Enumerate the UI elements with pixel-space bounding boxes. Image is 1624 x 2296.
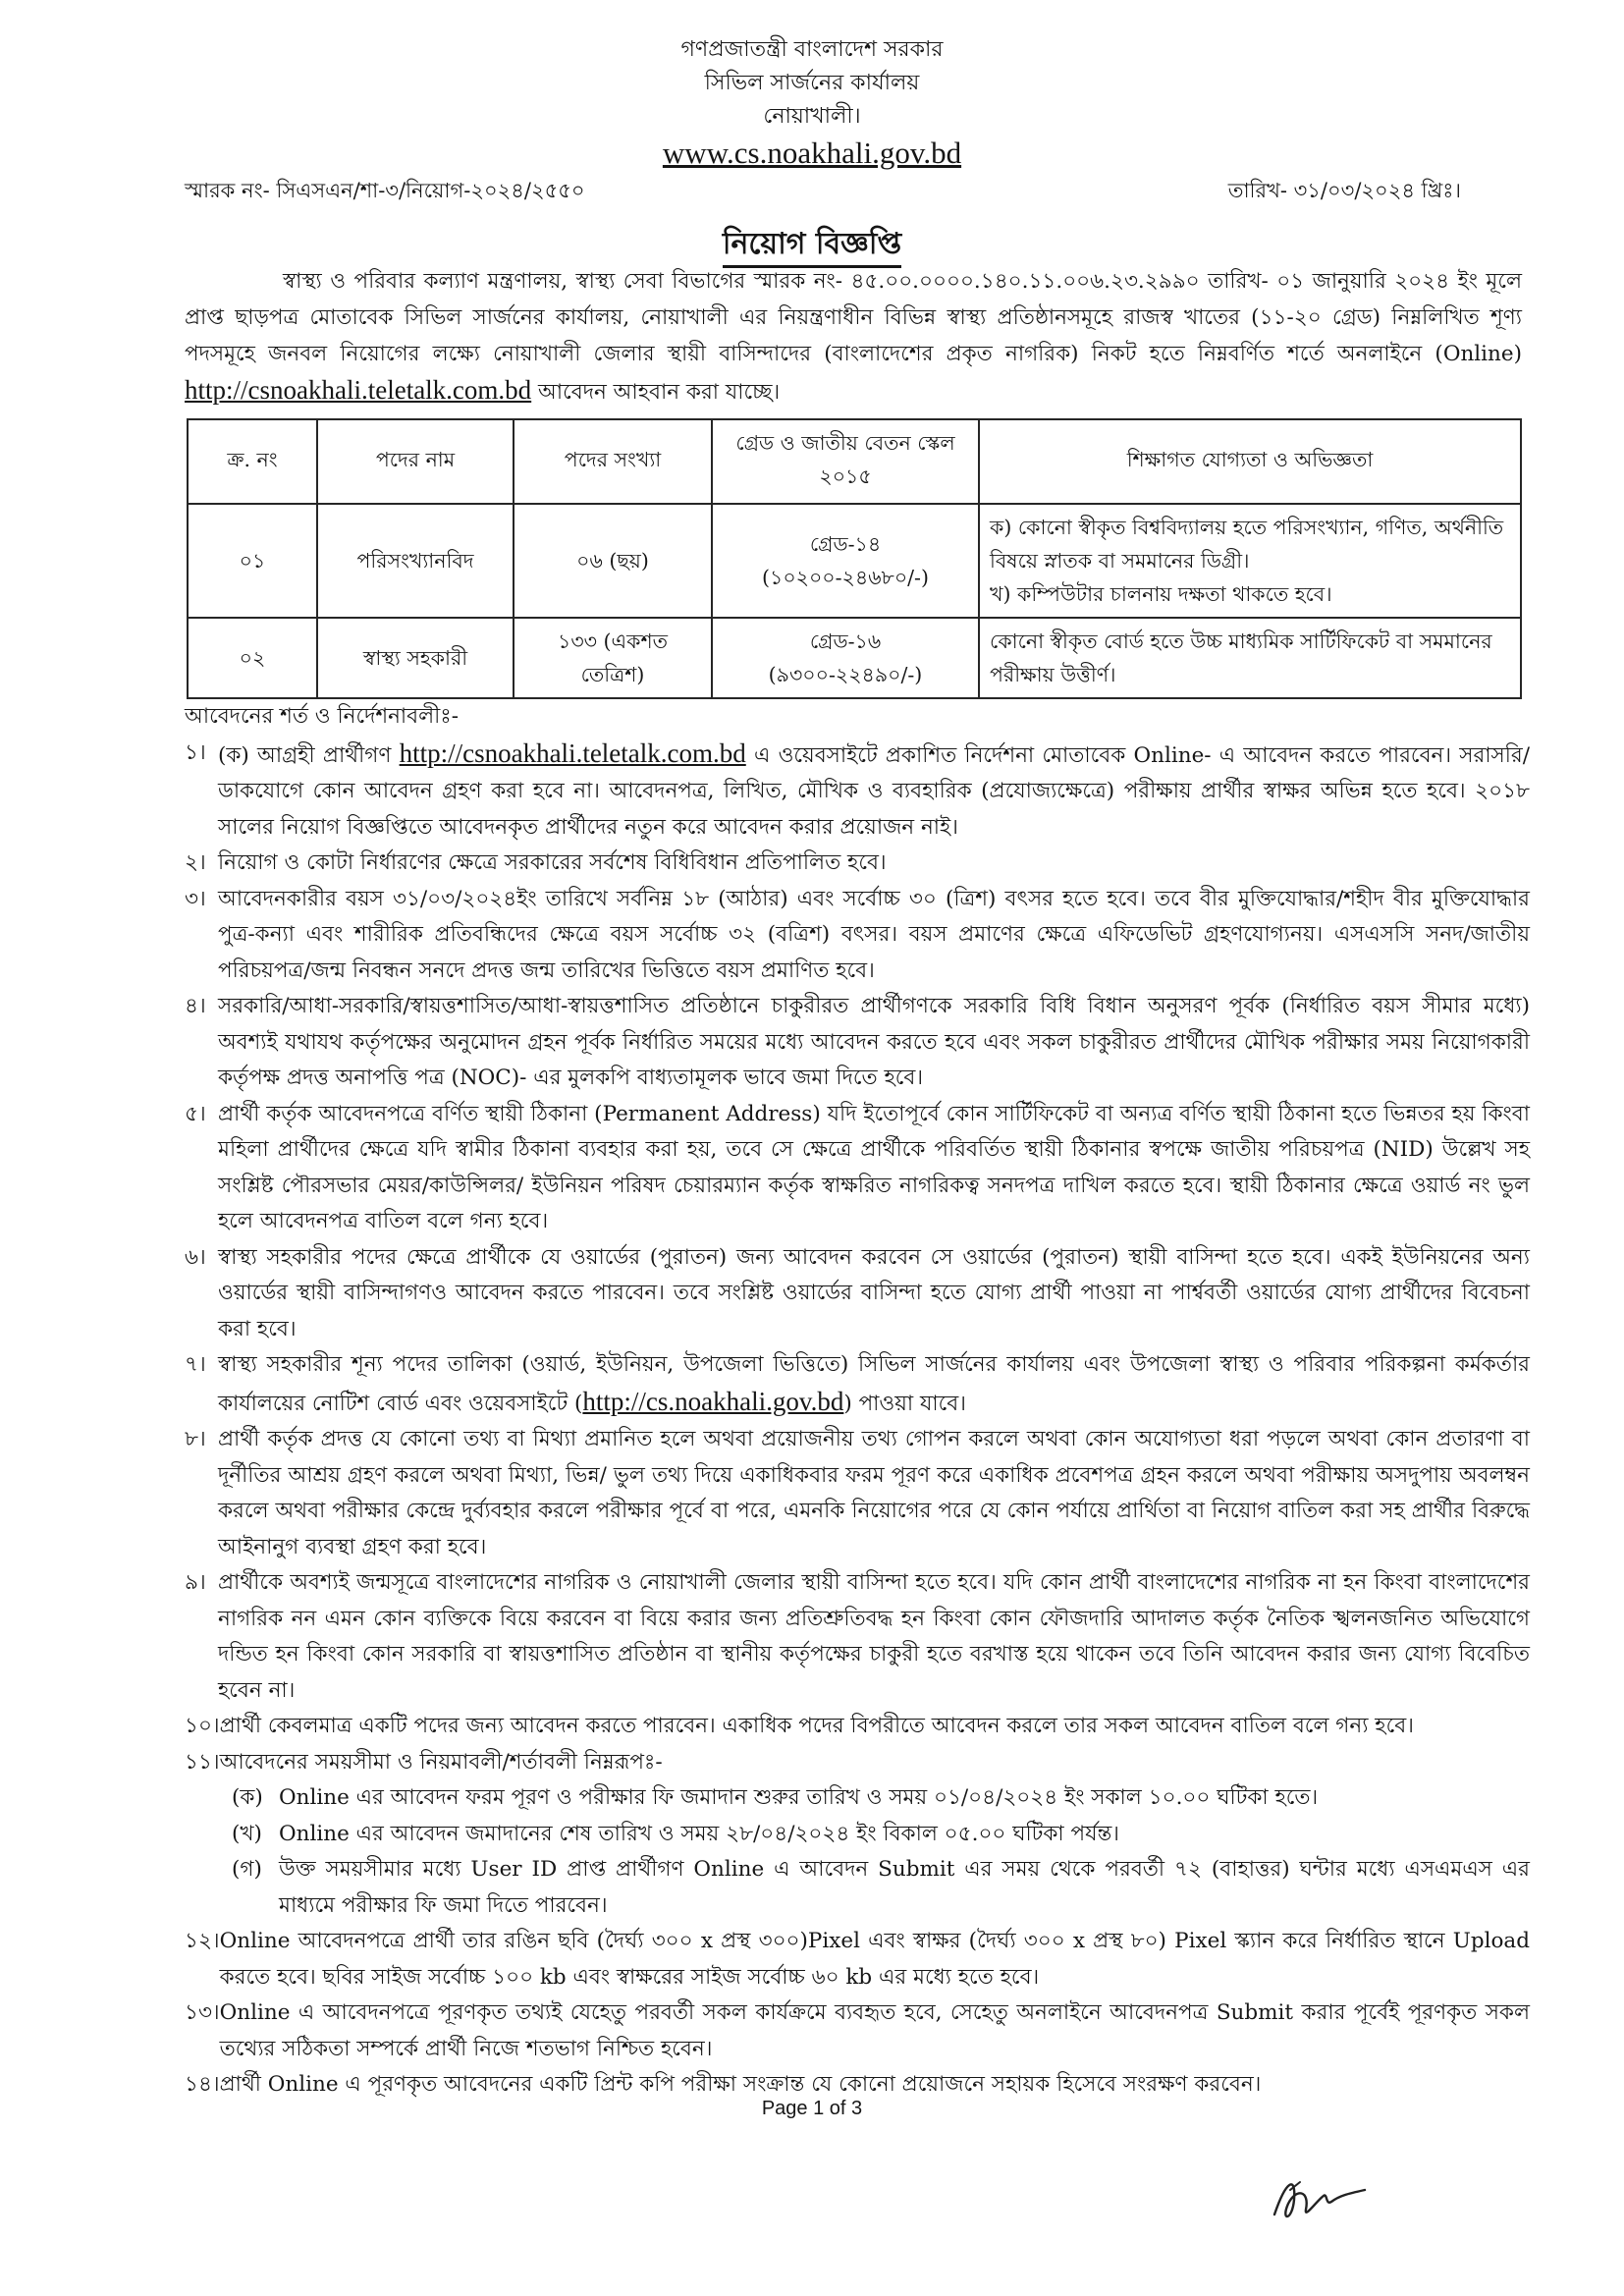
- condition-number: ২।: [185, 850, 206, 875]
- condition-item: [185, 846, 1530, 882]
- condition-number: ১০।: [185, 1714, 220, 1738]
- grade-label: গ্রেড-১৪: [809, 532, 882, 556]
- sub-condition: [185, 1780, 1530, 1817]
- condition-text: [218, 736, 1530, 847]
- condition-text: আবেদনের সময়সীমা ও নিয়মাবলী/শর্তাবলী নিম্নরূপঃ-: [219, 1749, 663, 1775]
- intro-tail: আবেদন আহবান করা যাচ্ছে।: [538, 380, 781, 405]
- memo-date: তারিখ- ৩১/০৩/২০২৪ খ্রিঃ।: [1227, 179, 1461, 202]
- table-row: [188, 504, 1521, 618]
- condition-text: Online আবেদনপত্রে প্রার্থী তার রঙিন ছবি (দৈর্ঘ্য ৩০০ x প্রস্থ ৩০০)Pixel এবং স্বাক্ষর (দৈর্ঘ্য ৩০০ x প্রস্থ ৮০) Pixel স্ক্যান করে নির্ধারিত স্থানে Upload করতে হবে। ছবির সাইজ সর্বোচ্চ ১০০ kb এবং স্বাক্ষরের সাইজ সর্বোচ্চ ৬০ kb এর মধ্যে হতে হবে।: [219, 1929, 1530, 1990]
- condition-text-post: ) পাওয়া যাবে।: [843, 1391, 966, 1416]
- col-header-post: পদের নাম: [317, 419, 514, 504]
- qualification-b: খ) কম্পিউটার চালনায় দক্ষতা থাকতে হবে।: [990, 582, 1332, 606]
- col-header-sl: ক্র. নং: [188, 419, 317, 504]
- cell-count: ০৬ (ছয়): [514, 504, 712, 618]
- qualification-a: ক) কোনো স্বীকৃত বিশ্ববিদ্যালয় হতে পরিসংখ্যান, গণিত, অর্থনীতি বিষয়ে স্নাতক বা সমমানের ডিগ্রী।: [990, 516, 1504, 573]
- condition-number: ১৩।: [185, 2000, 220, 2025]
- condition-number: ১৪।: [185, 2072, 220, 2097]
- conditions-section: [185, 699, 1530, 2104]
- district-name: নোয়াখালী।: [763, 104, 861, 129]
- intro-paragraph: [185, 263, 1522, 410]
- col-header-qualification: শিক্ষাগত যোগ্যতা ও অভিজ্ঞতা: [979, 419, 1521, 504]
- condition-number: ৭।: [185, 1352, 206, 1377]
- posts-table: [187, 418, 1522, 699]
- grade-label: গ্রেড-১৬: [809, 629, 882, 653]
- cell-qualification: [979, 618, 1521, 698]
- website-link[interactable]: www.cs.noakhali.gov.bd: [662, 136, 962, 170]
- pay-scale: (১০২০০-২৪৬৮০/-): [762, 566, 929, 589]
- condition-number: ১।: [185, 739, 206, 765]
- condition-item: [185, 1745, 1530, 1781]
- condition-number: ৩।: [185, 886, 206, 911]
- col-header-grade: গ্রেড ও জাতীয় বেতন স্কেল ২০১৫: [712, 419, 979, 504]
- cell-sl: ০২: [188, 618, 317, 698]
- govt-name: গণপ্রজাতন্ত্রী বাংলাদেশ সরকার: [680, 37, 944, 62]
- memo-number: স্মারক নং- সিএসএন/শা-৩/নিয়োগ-২০২৪/২৫৫০: [185, 179, 585, 202]
- sub-condition-text: উক্ত সময়সীমার মধ্যে User ID প্রাপ্ত প্রার্থীগণ Online এ আবেদন Submit এর সময় থেকে পরবর্তী ৭২ (বাহাত্তর) ঘন্টার মধ্যে এসএমএস এর মাধ্যমে পরীক্ষার ফি জমা দিতে পারবেন।: [279, 1857, 1530, 1918]
- signature-icon: [1267, 2160, 1375, 2229]
- condition-item: [185, 1097, 1530, 1240]
- condition-text-pre: (ক) আগ্রহী প্রার্থীগণ: [218, 742, 392, 768]
- condition-text-post: এ ওয়েবসাইটে প্রকাশিত নির্দেশনা মোতাবেক Online- এ আবেদন করতে পারবেন। সরাসরি/ডাকযোগে কোন আবেদন গ্রহণ করা হবে না। আবেদনপত্র, লিখিত, মৌখিক ও ব্যবহারিক (প্রযোজ্যক্ষেত্রে) পরীক্ষায় প্রার্থীর স্বাক্ষর অভিন্ন হতে হবে। ২০১৮ সালের নিয়োগ বিজ্ঞপ্তিতে আবেদনকৃত প্রার্থীদের নতুন করে আবেদন করার প্রয়োজন নাই।: [218, 742, 1530, 840]
- sub-condition-number: (ক): [232, 1785, 263, 1810]
- condition-item: [185, 882, 1530, 990]
- condition-text: Online এ আবেদনপত্রে পূরণকৃত তথ্যই যেহেতু পরবর্তী সকল কার্যক্রমে ব্যবহৃত হবে, সেহেতু অনলাইনে আবেদনপত্র Submit করার পূর্বেই পূরণকৃত সকল তথ্যের সঠিকতা সম্পর্কে প্রার্থী নিজে শতভাগ নিশ্চিত হবেন।: [219, 2000, 1530, 2061]
- condition-item: [185, 1995, 1530, 2067]
- sub-condition-number: (গ): [232, 1857, 262, 1882]
- condition-text-pre: স্বাস্থ্য সহকারীর শূন্য পদের তালিকা (ওয়ার্ড, ইউনিয়ন, উপজেলা ভিত্তিতে) সিভিল সার্জনের কার্যালয় এবং উপজেলা স্বাস্থ্য ও পরিবার পরিকল্পনা কর্মকর্তার কার্যালয়ের নোটিশ বোর্ড এবং ওয়েবসাইটে (: [218, 1352, 1530, 1416]
- condition-item: [185, 1709, 1530, 1745]
- col-header-count: পদের সংখ্যা: [514, 419, 712, 504]
- condition-item: [185, 736, 1530, 847]
- condition-number: ৫।: [185, 1101, 206, 1126]
- condition-item: [185, 1347, 1530, 1422]
- cell-grade: [712, 618, 979, 698]
- condition-number: ১২।: [185, 1929, 220, 1953]
- page-number: Page 1 of 3: [761, 2098, 863, 2119]
- teletalk-link[interactable]: http://csnoakhali.teletalk.com.bd: [399, 738, 746, 768]
- sub-condition: [185, 1817, 1530, 1853]
- sub-condition-text: Online এর আবেদন ফরম পূরণ ও পরীক্ষার ফি জমাদান শুরুর তারিখ ও সময় ০১/০৪/২০২৪ ইং সকাল ১০.০০ ঘটিকা হতে।: [279, 1785, 1319, 1810]
- condition-text: সরকারি/আধা-সরকারি/স্বায়ত্তশাসিত/আধা-স্বায়ত্তশাসিত প্রতিষ্ঠানে চাকুরীরত প্রার্থীগণকে সরকারি বিধি বিধান অনুসরণ পূর্বক (নির্ধারিত বয়স সীমার মধ্যে) অবশ্যই যথাযথ কর্তৃপক্ষের অনুমোদন গ্রহন পূর্বক নির্ধারিত সময়ের মধ্যে আবেদন করতে হবে এবং সকল চাকুরীরত প্রার্থীদের মৌখিক পরীক্ষার সময় নিয়োগকারী কর্তৃপক্ষ প্রদত্ত অনাপত্তি পত্র (NOC)- এর মুলকপি বাধ্যতামূলক ভাবে জমা দিতে হবে।: [218, 994, 1530, 1090]
- condition-item: [185, 989, 1530, 1097]
- cell-qualification: [979, 504, 1521, 618]
- condition-text: আবেদনকারীর বয়স ৩১/০৩/২০২৪ইং তারিখে সর্বনিম্ন ১৮ (আঠার) এবং সর্বোচ্চ ৩০ (ত্রিশ) বৎসর হতে হবে। তবে বীর মুক্তিযোদ্ধার/শহীদ বীর মুক্তিযোদ্ধার পুত্র-কন্যা এবং শারীরিক প্রতিবন্ধিদের ক্ষেত্রে বয়স সর্বোচ্চ ৩২ (বত্রিশ) বৎসর। বয়স প্রমাণের ক্ষেত্রে এফিডেভিট গ্রহণযোগ্যনয়। এসএসসি সনদ/জাতীয় পরিচয়পত্র/জন্ম নিবন্ধন সনদে প্রদত্ত জন্ম তারিখের ভিত্তিতে বয়স প্রমাণিত হবে।: [218, 886, 1530, 983]
- condition-item: [185, 1565, 1530, 1709]
- condition-text: প্রার্থী কর্তৃক আবেদনপত্রে বর্ণিত স্থায়ী ঠিকানা (Permanent Address) যদি ইতোপূর্বে কোন সার্টিফিকেট বা অন্যত্র বর্ণিত স্থায়ী ঠিকানা হতে ভিন্নতর হয় কিংবা মহিলা প্রার্থীদের ক্ষেত্রে যদি স্বামীর ঠিকানা ব্যবহার করা হয়, তবে সে ক্ষেত্রে প্রার্থীকে পরিবর্তিত স্থায়ী ঠিকানার স্বপক্ষে জাতীয় পরিচয়পত্র (NID) উল্লেখ সহ সংশ্লিষ্ট পৌরসভার মেয়র/কাউন্সিলর/ ইউনিয়ন পরিষদ চেয়ারম্যান কর্তৃক স্বাক্ষরিত নাগরিকত্ব সনদপত্র দাখিল করতে হবে। স্থায়ী ঠিকানার ক্ষেত্রে ওয়ার্ড নং ভুল হলে আবেদনপত্র বাতিল বলে গন্য হবে।: [218, 1101, 1530, 1233]
- notice-title: নিয়োগ বিজ্ঞপ্তি: [723, 227, 901, 268]
- condition-text: [218, 1347, 1530, 1422]
- condition-number: ৬।: [185, 1244, 206, 1270]
- cell-count: ১৩৩ (একশত তেত্রিশ): [514, 618, 712, 698]
- condition-number: ৪।: [185, 994, 206, 1018]
- sub-condition-number: (খ): [232, 1821, 262, 1846]
- conditions-heading: আবেদনের শর্ত ও নির্দেশনাবলীঃ-: [185, 704, 460, 729]
- condition-number: ১১।: [185, 1749, 220, 1775]
- condition-item: [185, 1422, 1530, 1565]
- condition-text: প্রার্থী কেবলমাত্র একটি পদের জন্য আবেদন করতে পারবেন। একাধিক পদের বিপরীতে আবেদন করলে তার সকল আবেদন বাতিল বলে গন্য হবে।: [219, 1714, 1414, 1738]
- cs-noakhali-link[interactable]: http://cs.noakhali.gov.bd: [582, 1386, 844, 1416]
- condition-text: প্রার্থী কর্তৃক প্রদত্ত যে কোনো তথ্য বা মিথ্যা প্রমানিত হলে অথবা প্রয়োজনীয় তথ্য গোপন করলে অথবা কোন অযোগ্যতা ধরা পড়লে অথবা কোন প্রতারণা বা দূর্নীতির আশ্রয় গ্রহণ করলে অথবা মিথ্যা, ভিন্ন/ ভুল তথ্য দিয়ে একাধিকবার ফরম পূরণ করে একাধিক প্রবেশপত্র গ্রহন করলে অথবা পরীক্ষায় অসদুপায় অবলম্বন করলে অথবা পরীক্ষার কেন্দ্রে দুর্ব্যবহার করলে পরীক্ষার পূর্বে বা পরে, এমনকি নিয়োগের পরে যে কোন পর্যায়ে প্রার্থিতা বা নিয়োগ বাতিল করা সহ প্রার্থীর বিরুদ্ধে আইনানুগ ব্যবস্থা গ্রহণ করা হবে।: [218, 1427, 1530, 1559]
- cell-post: পরিসংখ্যানবিদ: [317, 504, 514, 618]
- condition-item: [185, 1924, 1530, 1995]
- qualification-a: কোনো স্বীকৃত বোর্ড হতে উচ্চ মাধ্যমিক সার্টিফিকেট বা সমমানের পরীক্ষায় উত্তীর্ণ।: [990, 629, 1492, 686]
- application-link[interactable]: http://csnoakhali.teletalk.com.bd: [185, 375, 532, 405]
- cell-grade: [712, 504, 979, 618]
- table-row: [188, 618, 1521, 698]
- condition-number: ৯।: [185, 1570, 206, 1595]
- cell-sl: ০১: [188, 504, 317, 618]
- cell-post: স্বাস্থ্য সহকারী: [317, 618, 514, 698]
- letterhead: [0, 33, 1624, 173]
- condition-text: নিয়োগ ও কোটা নির্ধারণের ক্ষেত্রে সরকারের সর্বশেষ বিধিবিধান প্রতিপালিত হবে।: [218, 850, 887, 875]
- office-name: সিভিল সার্জনের কার্যালয়: [704, 71, 920, 95]
- condition-number: ৮।: [185, 1427, 206, 1451]
- intro-text: স্বাস্থ্য ও পরিবার কল্যাণ মন্ত্রণালয়, স্বাস্থ্য সেবা বিভাগের স্মারক নং- ৪৫.০০.০০০০.১৪০.১১.০০৬.২৩.২৯৯০ তারিখ- ০১ জানুয়ারি ২০২৪ ইং মূলে প্রাপ্ত ছাড়পত্র মোতাবেক সিভিল সার্জনের কার্যালয়, নোয়াখালী এর নিয়ন্ত্রণাধীন বিভিন্ন স্বাস্থ্য প্রতিষ্ঠানসমূহে রাজস্ব খাতের (১১-২০ গ্রেড) নিম্নলিখিত শূণ্য পদসমূহে জনবল নিয়োগের লক্ষ্যে নোয়াখালী জেলার স্থায়ী বাসিন্দাদের (বাংলাদেশের প্রকৃত নাগরিক) নিকট হতে নিম্নবর্ণিত শর্তে অনলাইনে (Online): [185, 269, 1522, 366]
- table-header-row: [188, 419, 1521, 504]
- condition-text: প্রার্থী Online এ পূরণকৃত আবেদনের একটি প্রিন্ট কপি পরীক্ষা সংক্রান্ত যে কোনো প্রয়োজনে সহায়ক হিসেবে সংরক্ষণ করবেন।: [219, 2072, 1262, 2097]
- sub-condition: [185, 1852, 1530, 1924]
- condition-text: প্রার্থীকে অবশ্যই জন্মসূত্রে বাংলাদেশের নাগরিক ও নোয়াখালী জেলার স্থায়ী বাসিন্দা হতে হবে। যদি কোন প্রার্থী বাংলাদেশের নাগরিক না হন কিংবা বাংলাদেশের নাগরিক নন এমন কোন ব্যক্তিকে বিয়ে করবেন বা বিয়ে করার জন্য প্রতিশ্রুতিবদ্ধ হন কিংবা কোন ফৌজদারি আদালত কর্তৃক নৈতিক স্খলনজনিত অভিযোগে দন্ডিত হন কিংবা কোন সরকারি বা স্বায়ত্তশাসিত প্রতিষ্ঠান বা স্থানীয় কর্তৃপক্ষের চাকুরী হতে বরখাস্ত হয়ে থাকেন তবে তিনি আবেদন করার জন্য যোগ্য বিবেচিত হবেন না।: [218, 1570, 1530, 1703]
- condition-text: স্বাস্থ্য সহকারীর পদের ক্ষেত্রে প্রার্থীকে যে ওয়ার্ডের (পুরাতন) জন্য আবেদন করবেন সে ওয়ার্ডের (পুরাতন) স্থায়ী বাসিন্দা হতে হবে। একই ইউনিয়নের অন্য ওয়ার্ডের স্থায়ী বাসিন্দাগণও আবেদন করতে পারবেন। তবে সংশ্লিষ্ট ওয়ার্ডের বাসিন্দা হতে যোগ্য প্রার্থী পাওয়া না পার্শ্ববর্তী ওয়ার্ডের যোগ্য প্রার্থীদের বিবেচনা করা হবে।: [218, 1244, 1530, 1341]
- pay-scale: (৯৩০০-২২৪৯০/-): [768, 663, 923, 686]
- condition-item: [185, 1240, 1530, 1348]
- sub-condition-text: Online এর আবেদন জমাদানের শেষ তারিখ ও সময় ২৮/০৪/২০২৪ ইং বিকাল ০৫.০০ ঘটিকা পর্যন্ত।: [279, 1821, 1119, 1846]
